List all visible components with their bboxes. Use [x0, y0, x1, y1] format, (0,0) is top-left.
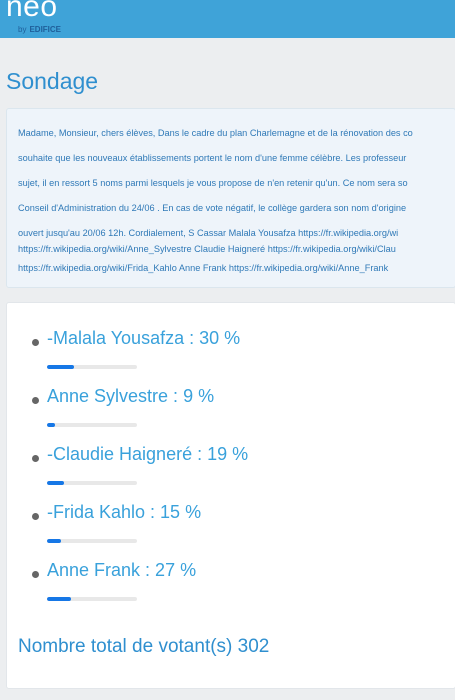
poll-option-progress-fill — [47, 481, 64, 485]
bullet-dot — [32, 455, 39, 462]
poll-option-progress — [47, 539, 137, 543]
bullet-dot — [32, 571, 39, 578]
poll-option-malala-yousafza — [7, 326, 437, 384]
poll-option-label: -Frida Kahlo : 15 % — [47, 502, 202, 522]
poll-option-progress — [47, 481, 137, 485]
logo-by-text: by — [18, 25, 27, 34]
poll-option-anne-frank — [7, 558, 437, 616]
description-line: Madame, Monsieur, chers élèves, Dans le cadre du plan Charlemagne et de la rénovation des co — [18, 128, 413, 138]
poll-option-label: Anne Sylvestre : 9 % — [47, 386, 215, 406]
description-line[interactable]: ouvert jusqu'au 20/06 12h. Cordialement, S Cassar Malala Yousafza https://fr.wikipedia.org/wi — [18, 228, 399, 238]
bullet-dot — [32, 339, 39, 346]
poll-option-progress-fill — [47, 423, 55, 427]
poll-option-progress-fill — [47, 365, 74, 369]
poll-description-box — [6, 108, 455, 288]
description-line: Conseil d'Administration du 24/06 . En cas de vote négatif, le collège gardera son nom d'origine — [18, 203, 407, 213]
poll-option-claudie-haignere — [7, 442, 437, 500]
poll-option-progress-fill — [47, 539, 61, 543]
total-votes-text: Nombre total de votant(s) 302 — [18, 636, 270, 657]
edifice-logo-text — [18, 25, 61, 35]
logo-brand-text: EDIFICE — [29, 25, 62, 34]
poll-option-progress — [47, 597, 137, 601]
poll-option-label: -Claudie Haigneré : 19 % — [47, 444, 249, 464]
poll-option-label: Anne Frank : 27 % — [47, 560, 197, 580]
neo-logo[interactable]: neo — [6, 0, 58, 23]
description-line: souhaite que les nouveaux établissements portent le nom d'une femme célèbre. Les professeur — [18, 153, 407, 163]
top-header-bar — [0, 0, 455, 38]
poll-results-card — [6, 302, 455, 689]
description-line[interactable]: https://fr.wikipedia.org/wiki/Frida_Kahlo Anne Frank https://fr.wikipedia.org/wiki/Anne_Frank — [18, 263, 389, 273]
poll-option-progress-fill — [47, 597, 71, 601]
page-title: Sondage — [6, 68, 99, 94]
poll-option-progress — [47, 365, 137, 369]
poll-option-progress — [47, 423, 137, 427]
bullet-dot — [32, 513, 39, 520]
poll-option-frida-kahlo — [7, 500, 437, 558]
description-line: sujet, il en ressort 5 noms parmi lesquels je vous propose de n'en retenir qu'un. Ce nom sera so — [18, 178, 408, 188]
poll-option-anne-sylvestre — [7, 384, 437, 442]
bullet-dot — [32, 397, 39, 404]
description-line[interactable]: https://fr.wikipedia.org/wiki/Anne_Sylvestre Claudie Haigneré https://fr.wikipedia.org/wiki/Clau — [18, 244, 396, 254]
poll-option-label: -Malala Yousafza : 30 % — [47, 328, 241, 348]
